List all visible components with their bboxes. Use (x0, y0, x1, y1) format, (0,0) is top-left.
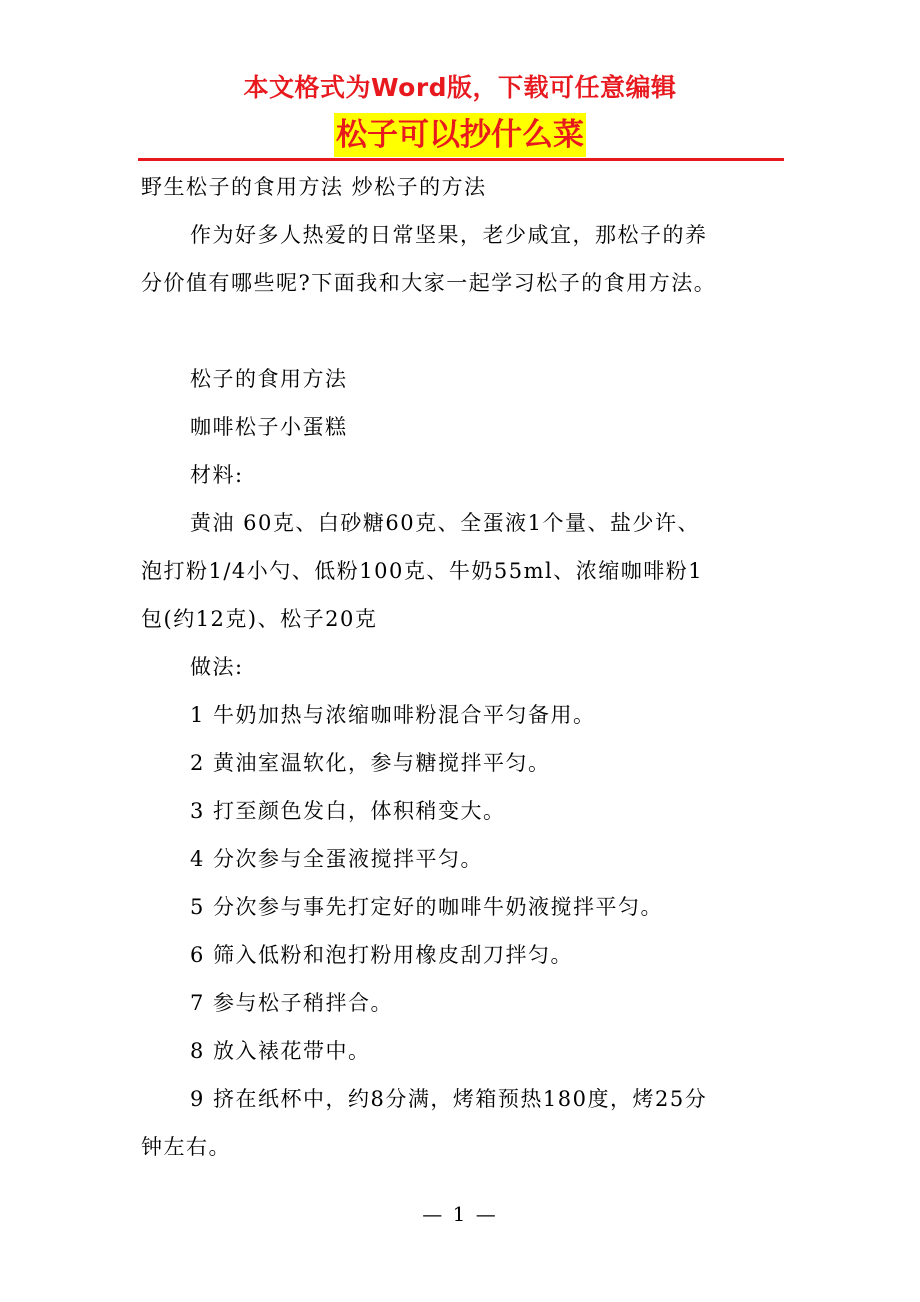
ingredients-label: 材料: (190, 463, 244, 487)
step-item: 2 黄油室温软化，参与糖搅拌平匀。 (190, 751, 551, 775)
step-item: 1 牛奶加热与浓缩咖啡粉混合平匀备用。 (190, 703, 596, 727)
format-notice: 本文格式为Word版，下载可任意编辑 (243, 73, 677, 102)
ingredients-line: 黄油 60克、白砂糖60克、全蛋液1个量、盐少许、 (190, 511, 700, 535)
ingredients-line: 泡打粉1/4小勺、低粉100克、牛奶55ml、浓缩咖啡粉1 (141, 559, 704, 583)
ingredients-line: 包(约12克)、松子20克 (141, 607, 378, 631)
paragraph-line: 分价值有哪些呢?下面我和大家一起学习松子的食用方法。 (141, 271, 717, 295)
step-item: 8 放入裱花带中。 (190, 1039, 371, 1063)
section-heading: 松子的食用方法 (190, 367, 348, 391)
step-item-continuation: 钟左右。 (141, 1135, 231, 1159)
method-label: 做法: (190, 655, 244, 679)
step-item: 3 打至颜色发白，体积稍变大。 (190, 799, 506, 823)
paragraph-line: 作为好多人热爱的日常坚果，老少咸宜，那松子的养 (190, 223, 708, 247)
step-item: 9 挤在纸杯中，约8分满，烤箱预热180度，烤25分 (190, 1087, 708, 1111)
title-container (0, 113, 920, 157)
step-item: 5 分次参与事先打定好的咖啡牛奶液搅拌平匀。 (190, 895, 664, 919)
step-item: 6 筛入低粉和泡打粉用橡皮刮刀拌匀。 (190, 943, 574, 967)
title-divider (138, 158, 784, 161)
step-item: 4 分次参与全蛋液搅拌平匀。 (190, 847, 484, 871)
page-number: — 1 — (422, 1202, 498, 1226)
recipe-name: 咖啡松子小蛋糕 (190, 415, 348, 439)
subtitle-line: 野生松子的食用方法 炒松子的方法 (141, 175, 487, 199)
step-item: 7 参与松子稍拌合。 (190, 991, 394, 1015)
document-title: 松子可以抄什么菜 (334, 113, 586, 157)
